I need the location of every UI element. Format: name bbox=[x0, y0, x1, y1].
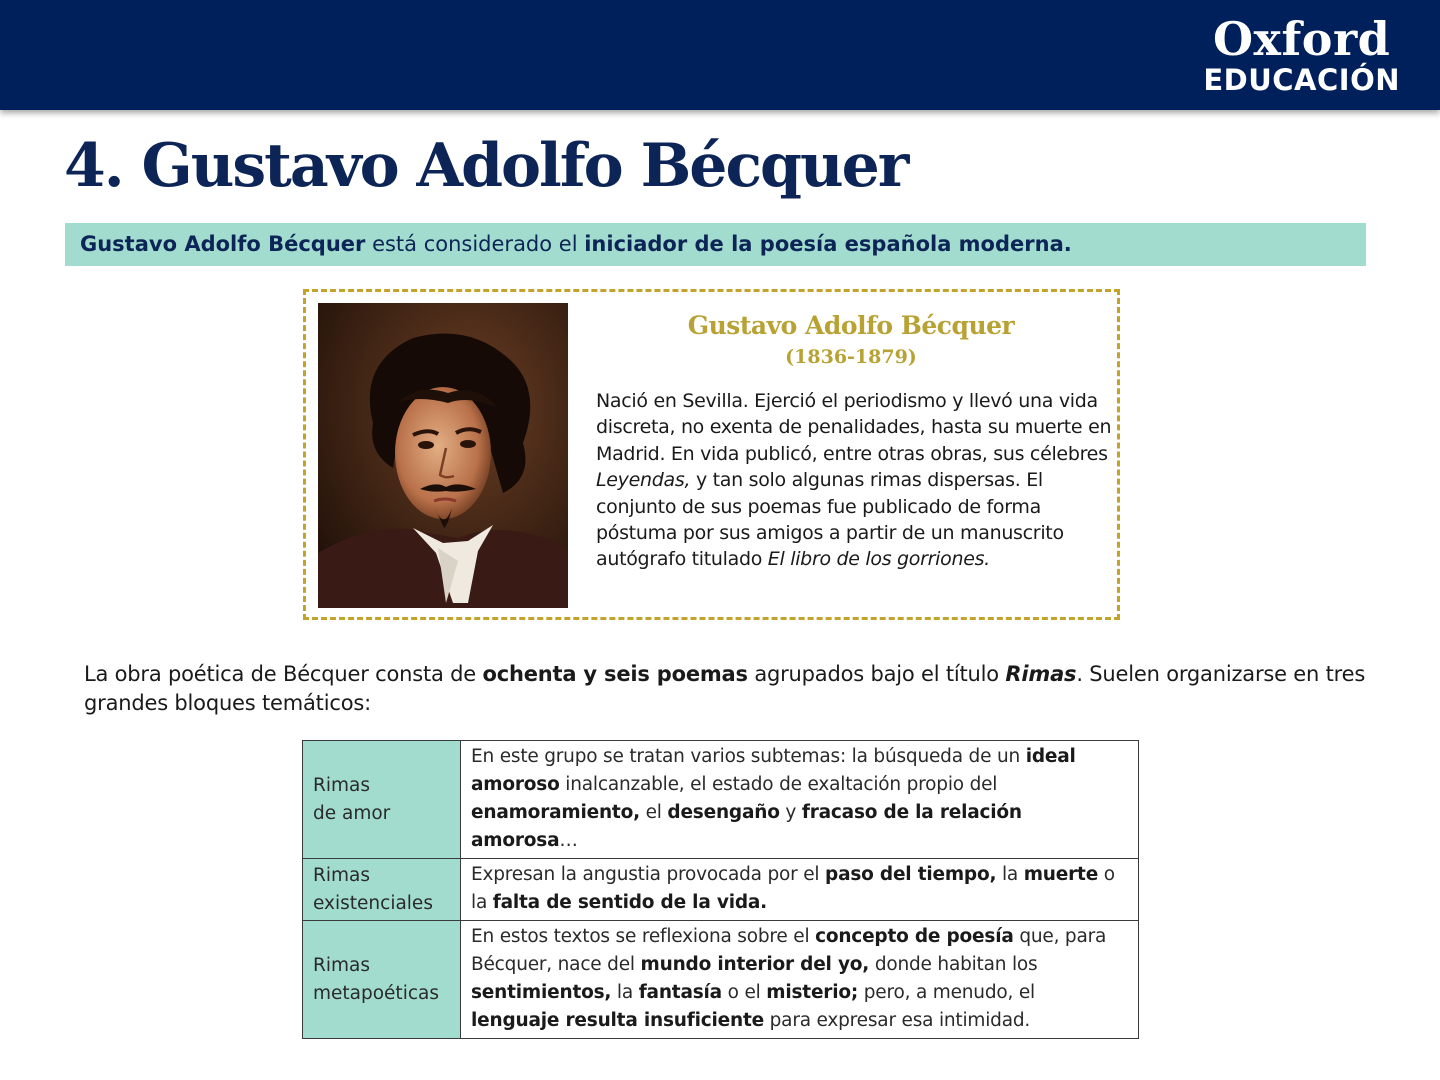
table-row bbox=[303, 921, 1139, 1039]
bio-libro-title: El libro de los gorriones. bbox=[767, 548, 990, 571]
intro-text: está considerado el bbox=[365, 232, 585, 256]
body-text: La obra poética de Bécquer consta de bbox=[84, 662, 483, 686]
table-row bbox=[303, 859, 1139, 921]
brand-name: Oxford bbox=[1212, 12, 1391, 66]
page-title: 4. Gustavo Adolfo Bécquer bbox=[64, 131, 908, 201]
category-label: de amor bbox=[313, 802, 391, 824]
category-label: Rimas bbox=[313, 954, 370, 976]
intro-bold-claim: iniciador de la poesía española moderna. bbox=[584, 232, 1072, 256]
body-text: agrupados bajo el título bbox=[747, 662, 1006, 686]
description-cell: Expresan la angustia provocada por el paso del tiempo, la muerte o la falta de sentido de la vida. bbox=[461, 859, 1139, 921]
bio-text-part: y tan solo algunas rimas dispersas. El conjunto de sus poemas fue publicado de forma póstuma por sus amigos a partir de un manuscrito autógrafo titulado bbox=[596, 469, 1064, 571]
bio-text-part: Nació en Sevilla. Ejerció el periodismo y llevó una vida discreta, no exenta de penalidades, hasta su muerte en Madrid. En vida publicó, entre otras obras, sus célebres bbox=[596, 390, 1112, 465]
bio-name: Gustavo Adolfo Bécquer bbox=[687, 311, 1015, 340]
category-cell bbox=[303, 859, 461, 921]
portrait-illustration bbox=[318, 303, 568, 608]
category-label: Rimas bbox=[313, 774, 370, 796]
intro-banner bbox=[65, 223, 1366, 266]
header-bar bbox=[0, 0, 1440, 110]
body-rimas-title: Rimas bbox=[1005, 662, 1077, 686]
body-bold: ochenta y seis poemas bbox=[482, 662, 748, 686]
intro-bold-name: Gustavo Adolfo Bécquer bbox=[80, 232, 366, 256]
bio-text bbox=[596, 388, 1116, 573]
description-cell: En estos textos se reflexiona sobre el concepto de poesía que, para Bécquer, nace del mundo interior del yo, donde habitan los sentimientos, la fantasía o el misterio; pero, a menudo, el lenguaje resulta insuficiente para expresar esa intimidad. bbox=[461, 921, 1139, 1039]
description-cell: En este grupo se tratan varios subtemas: la búsqueda de un ideal amoroso inalcanzable, el estado de exaltación propio del enamoramiento, el desengaño y fracaso de la relación amorosa… bbox=[461, 741, 1139, 859]
oxford-logo bbox=[1203, 14, 1400, 96]
portrait-image bbox=[318, 303, 568, 608]
category-cell bbox=[303, 741, 461, 859]
category-label: metapoéticas bbox=[313, 982, 439, 1004]
category-cell bbox=[303, 921, 461, 1039]
bio-leyendas: Leyendas, bbox=[596, 469, 691, 492]
table-row bbox=[303, 741, 1139, 859]
body-text: . Suelen organizarse en tres grandes bloques temáticos: bbox=[84, 662, 1366, 715]
body-paragraph bbox=[84, 660, 1374, 718]
rimas-table bbox=[302, 740, 1139, 1039]
bio-dates: (1836-1879) bbox=[785, 346, 917, 368]
category-label: existenciales bbox=[313, 892, 433, 914]
category-label: Rimas bbox=[313, 864, 370, 886]
biography-card bbox=[303, 289, 1120, 620]
brand-subtitle: EDUCACIÓN bbox=[1203, 63, 1400, 97]
